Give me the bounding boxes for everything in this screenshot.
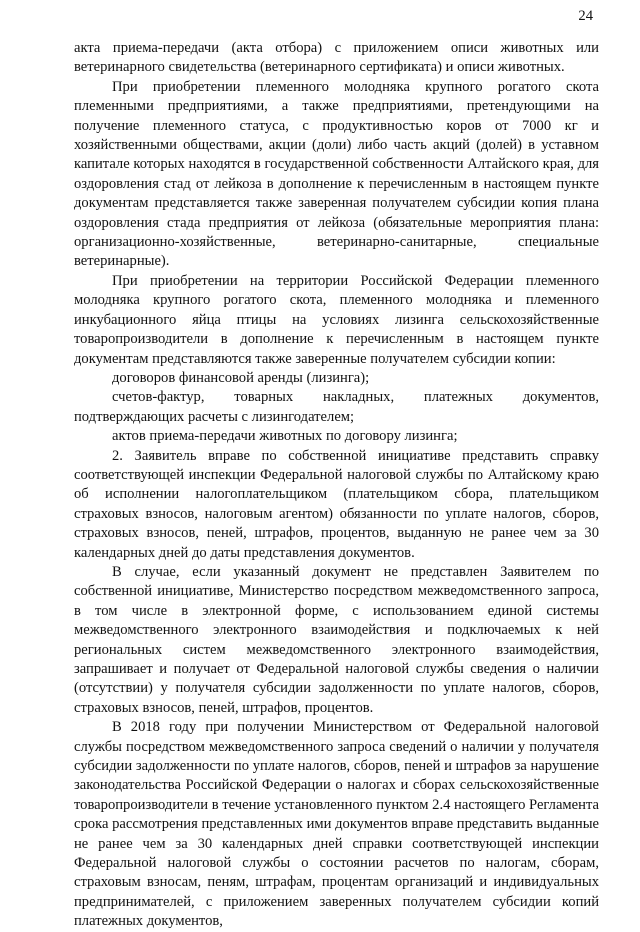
paragraph-1: акта приема-передачи (акта отбора) с приложением описи животных или ветеринарного свидетельства (ветеринарного сертификата) и описи животных.	[74, 40, 599, 76]
paragraph-3: При приобретении на территории Российской Федерации племенного молодняка крупного рогатого скота, племенного молодняка и племенного инкубационного яйца птицы на условиях лизинга сельскохозяйственные товаропроизводители в дополнение к перечисленным в настоящем пункте документам представляются также заверенные получателем субсидии копии:	[74, 272, 599, 367]
paragraph-6: актов приема-передачи животных по договору лизинга;	[112, 428, 458, 445]
paragraph-5: счетов-фактур, товарных накладных, платежных документов, подтверждающих расчеты с лизингодателем;	[74, 389, 599, 425]
page-number: 24	[578, 8, 593, 24]
paragraph-4: договоров финансовой аренды (лизинга);	[112, 369, 370, 386]
paragraph-8: В случае, если указанный документ не представлен Заявителем по собственной инициативе, Министерство посредством межведомственного запроса, в том числе в электронной форме, с использованием единой системы межведомственного электронного взаимодействия и подключаемых к ней региональных систем межведомственного электронного взаимодействия, запрашивает и получает от Федеральной налоговой службы сведения о наличии (отсутствии) у получателя субсидии задолженности по уплате налогов, сборов, страховых взносов, пеней, штрафов, процентов.	[74, 563, 599, 716]
paragraph-9: В 2018 году при получении Министерством от Федеральной налоговой службы посредством межведомственного запроса сведений о наличии у получателя субсидии задолженности по уплате налогов, сборов, пеней и штрафов за нарушение законодательства Российской Федерации о налогах и сборах сельскохозяйственные товаропроизводители в течение установленного пунктом 2.4 настоящего Регламента срока рассмотрения представленных ими документов вправе представить выданные не ранее чем за 30 календарных дней справки соответствующей инспекции Федеральной налоговой службы о состоянии расчетов по налогам, сборам, страховым взносам, пеням, штрафам, процентам организаций и индивидуальных предпринимателей, с приложением заверенных получателем субсидии копий платежных документов,	[74, 719, 599, 930]
document-body	[74, 39, 599, 932]
paragraph-2: При приобретении племенного молодняка крупного рогатого скота племенными предприятиями, а также предприятиями, претендующими на получение племенного статуса, с продуктивностью коров от 7000 кг и хозяйственными обществами, акции (доли) либо часть акций (долей) в уставном капитале которых находятся в государственной собственности Алтайского края, для оздоровления стад от лейкоза в дополнение к перечисленным в настоящем пункте документам представляется также заверенная получателем субсидии копия плана оздоровления стада предприятия от лейкоза (обязательные мероприятия плана: организационно-хозяйственные, ветеринарно-санитарные, специальные ветеринарные).	[74, 78, 599, 270]
paragraph-7: 2. Заявитель вправе по собственной инициативе представить справку соответствующей инспекции Федеральной налоговой службы по Алтайскому краю об исполнении налогоплательщиком (плательщиком сбора, плательщиком страховых взносов, налоговым агентом) обязанности по уплате налогов, сборов, страховых взносов, пеней, штрафов, процентов, выданную не ранее чем за 30 календарных дней до даты представления документов.	[74, 447, 599, 561]
